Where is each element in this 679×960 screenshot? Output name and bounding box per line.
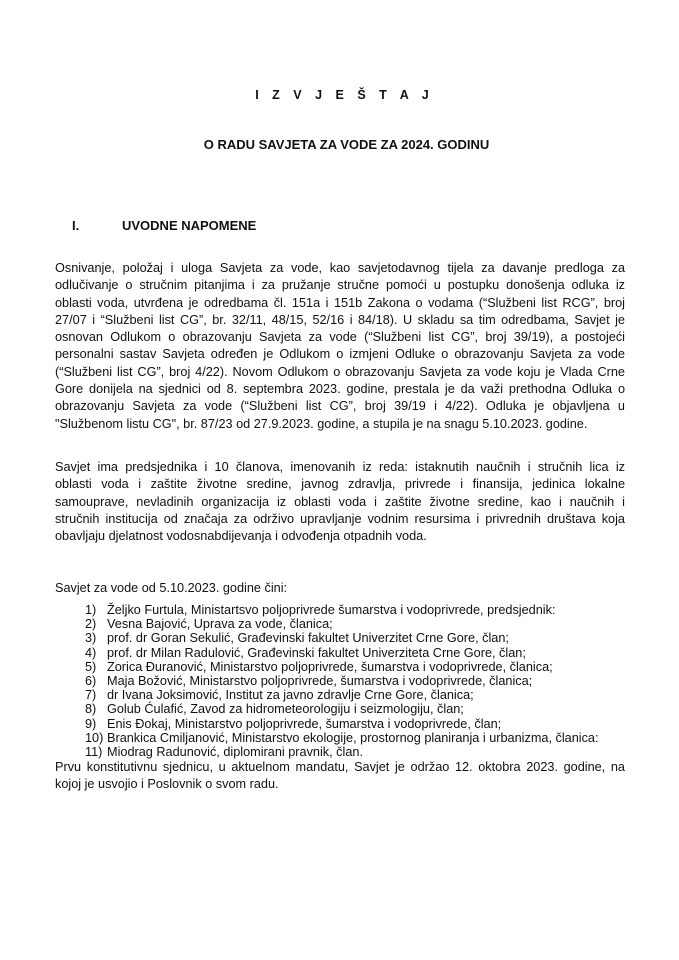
text-line: Savjet za vode od 5.10.2023. godine čini: — [55, 581, 288, 595]
section-heading — [72, 218, 256, 233]
list-item — [55, 674, 635, 688]
list-item-number: 10) — [85, 730, 104, 745]
text-line: samouprave, nevladinih organizacija iz oblasti voda i zaštite životne sredine, kao i naučnih i — [55, 494, 625, 509]
list-item-text: Maja Božović, Ministarstvo poljoprivrede, šumarstva i vodoprivrede, članica; — [107, 674, 533, 689]
list-item-text: Miodrag Radunović, diplomirani pravnik, član. — [107, 745, 363, 760]
list-item-number: 5) — [85, 659, 97, 674]
list-item-text: Vesna Bajović, Uprava za vode, članica; — [107, 617, 333, 632]
list-item-text: Zorica Đuranović, Ministarstvo poljoprivrede, šumarstva i vodoprivrede, članica; — [107, 659, 553, 674]
text-line: kojoj je usvojio i Poslovnik o svom radu. — [55, 777, 279, 792]
list-item-number: 4) — [85, 645, 97, 660]
document-subtitle: O RADU SAVJETA ZA VODE ZA 2024. GODINU — [203, 137, 490, 152]
list-item — [55, 603, 635, 617]
text-line: oblasti voda, utvrđena je odredbama čl. 151a i 151b Zakona o vodama (“Službeni list RCG”, broj — [55, 295, 625, 310]
text-line: Gore donijela na sjednici od 8. septembra 2023. godine, prestala je da važi prethodna Odluka o — [55, 382, 625, 397]
list-item-text: Enis Đokaj, Ministarstvo poljoprivrede, šumarstva i vodoprivrede, član; — [107, 716, 502, 731]
list-item-number: 2) — [85, 617, 97, 632]
document-title: I Z V J E Š T A J — [255, 88, 434, 102]
section-number: I. — [72, 218, 80, 233]
list-item-text: dr Ivana Joksimović, Institut za javno zdravlje Crne Gore, članica; — [107, 688, 474, 703]
paragraph-members-intro — [55, 580, 625, 597]
list-item-text: prof. dr Milan Radulović, Građevinski fakultet Univerziteta Crne Gore, član; — [107, 645, 526, 660]
text-line: personalni sastav Savjeta određen je Odlukom o izmjeni Odluke o obrazovanju Savjeta za vode — [55, 347, 625, 362]
list-item-number: 3) — [85, 631, 97, 646]
list-item — [55, 745, 635, 759]
section-title: UVODNE NAPOMENE — [122, 218, 257, 233]
list-item-number: 11) — [85, 745, 103, 760]
text-line: odlučivanje o stručnim pitanjima i za pružanje stručne pomoći u postupku donošenja odluka iz — [55, 278, 625, 293]
list-item — [55, 660, 635, 674]
text-line: stručnih institucija od značaja za održivo upravljanje vodnim resursima i privrednih društava koja — [55, 511, 625, 526]
list-item — [55, 688, 635, 702]
text-line: oblasti voda i zaštite životne sredine, javnog zdravlja, privrede i finansija, jedinica lokalne — [55, 477, 625, 492]
list-item-number: 1) — [85, 603, 97, 617]
list-item — [55, 731, 635, 745]
text-line: Prvu konstitutivnu sjednicu, u aktuelnom mandatu, Savjet je održao 12. oktobra 2023. godine, na — [55, 760, 625, 774]
list-item-number: 9) — [85, 716, 97, 731]
paragraph-first-session — [55, 759, 625, 794]
list-item — [55, 646, 635, 660]
text-line: "Službenom listu CG", br. 87/23 od 27.9.2023. godine, a stupila je na snagu 5.10.2023. godine. — [55, 416, 588, 431]
text-line: Savjet ima predsjednika i 10 članova, imenovanih iz reda: istaknutih naučnih i stručnih lica iz — [55, 460, 625, 474]
list-item-text: prof. dr Goran Sekulić, Građevinski fakultet Univerzitet Crne Gore, član; — [107, 631, 509, 646]
list-item-number: 7) — [85, 688, 97, 703]
list-item-text: Željko Furtula, Ministartsvo poljoprivrede šumarstva i vodoprivrede, predsjednik: — [107, 603, 556, 617]
paragraph-composition — [55, 459, 625, 545]
list-item-number: 6) — [85, 674, 97, 689]
members-list — [55, 603, 635, 759]
list-item — [55, 717, 635, 731]
list-item-number: 8) — [85, 702, 97, 717]
list-item — [55, 631, 635, 645]
list-item-text: Golub Ćulafić, Zavod za hidrometeorologiju i seizmologiju, član; — [107, 702, 464, 717]
paragraph-intro — [55, 260, 625, 433]
list-item-text: Brankica Cmiljanović, Ministarstvo ekologije, prostornog planiranja i urbanizma, članica: — [107, 730, 599, 745]
text-line: obavljaju djelatnost vodosnabdijevanja i odvođenja otpadnih voda. — [55, 529, 427, 544]
list-item — [55, 702, 635, 716]
text-line: 27/07 i “Službeni list CG”, br. 32/11, 48/15, 52/16 i 84/18). U skladu sa tim odredbama, Savjet je — [55, 312, 625, 327]
text-line: (“Službeni list CG”, broj 4/22). Novom Odlukom o obrazovanju Savjeta za vode koju je Vlada Crne — [55, 364, 625, 379]
text-line: Osnivanje, položaj i uloga Savjeta za vode, kao savjetodavnog tijela za davanje predloga za — [55, 261, 625, 275]
text-line: obrazovanju Savjeta za vode (“Službeni list CG”, broj 39/19 i 4/22). Odluka je objavljena u — [55, 399, 625, 414]
text-line: osnovan Odlukom o obrazovanju Savjeta za vode (“Službeni list CG”, broj 39/19), a postojeći — [55, 330, 625, 345]
list-item — [55, 617, 635, 631]
